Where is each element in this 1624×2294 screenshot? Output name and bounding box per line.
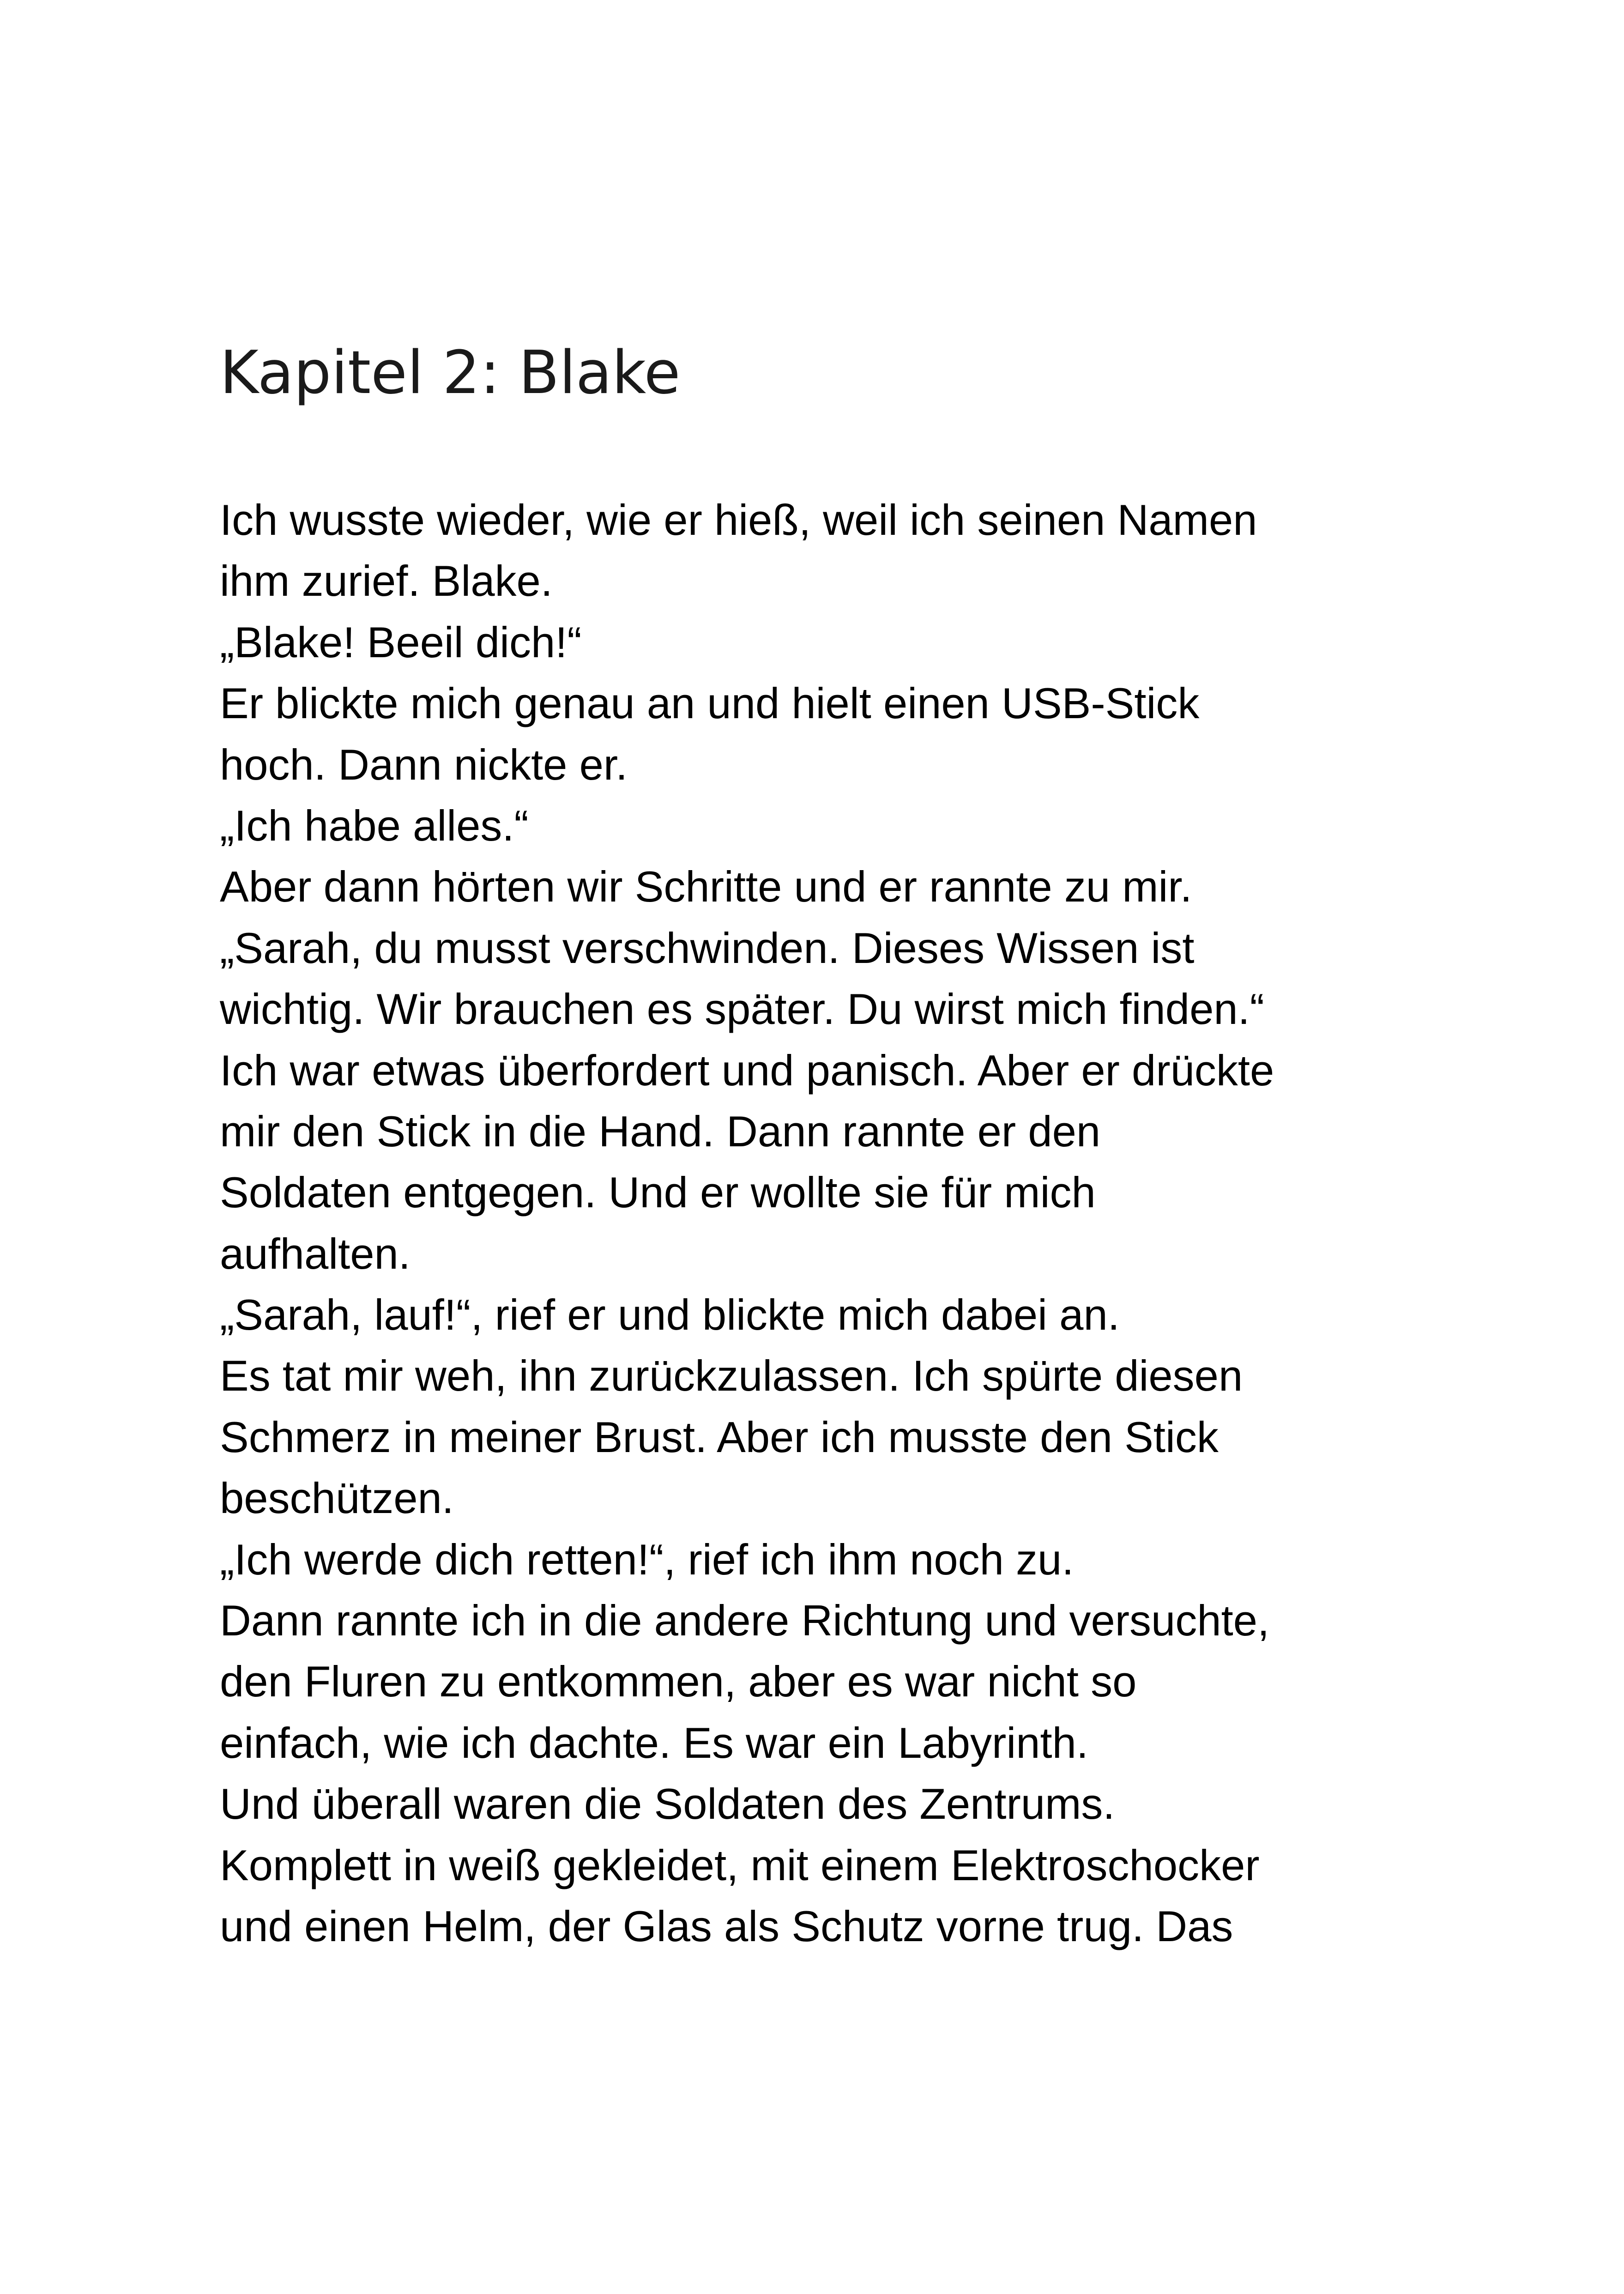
text-line: ihm zurief. Blake.: [220, 557, 553, 605]
text-line: mir den Stick in die Hand. Dann rannte er den: [220, 1107, 1101, 1156]
text-line: aufhalten.: [220, 1229, 411, 1278]
text-line: Und überall waren die Soldaten des Zentrums.: [220, 1780, 1115, 1828]
text-line: einfach, wie ich dachte. Es war ein Labyrinth.: [220, 1718, 1089, 1767]
text-line: wichtig. Wir brauchen es später. Du wirst mich finden.“: [220, 985, 1265, 1034]
text-line: „Sarah, du musst verschwinden. Dieses Wissen ist: [220, 923, 1195, 972]
text-line: Komplett in weiß gekleidet, mit einem Elektroschocker: [220, 1840, 1260, 1889]
text-line: und einen Helm, der Glas als Schutz vorne trug. Das: [220, 1901, 1233, 1950]
text-line: Er blickte mich genau an und hielt einen USB-Stick: [220, 679, 1200, 728]
text-line: Soldaten entgegen. Und er wollte sie für mich: [220, 1168, 1096, 1217]
text-line: „Ich habe alles.“: [220, 801, 529, 850]
text-line: beschützen.: [220, 1474, 454, 1523]
text-line: „Blake! Beeil dich!“: [220, 617, 582, 666]
text-line: „Ich werde dich retten!“, rief ich ihm noch zu.: [220, 1535, 1074, 1584]
text-line: Ich war etwas überfordert und panisch. Aber er drückte: [220, 1046, 1274, 1095]
text-line: Ich wusste wieder, wie er hieß, weil ich seinen Namen: [220, 496, 1257, 544]
body-text: [220, 490, 1402, 1957]
text-line: Es tat mir weh, ihn zurückzulassen. Ich spürte diesen: [220, 1351, 1243, 1400]
chapter-title: Kapitel 2: Blake: [220, 339, 681, 407]
text-line: Aber dann hörten wir Schritte und er rannte zu mir.: [220, 862, 1192, 911]
text-line: Dann rannte ich in die andere Richtung und versuchte,: [220, 1596, 1270, 1645]
text-line: Schmerz in meiner Brust. Aber ich musste den Stick: [220, 1412, 1219, 1461]
text-line: „Sarah, lauf!“, rief er und blickte mich dabei an.: [220, 1290, 1120, 1339]
text-line: den Fluren zu entkommen, aber es war nicht so: [220, 1657, 1137, 1706]
text-line: hoch. Dann nickte er.: [220, 740, 628, 789]
